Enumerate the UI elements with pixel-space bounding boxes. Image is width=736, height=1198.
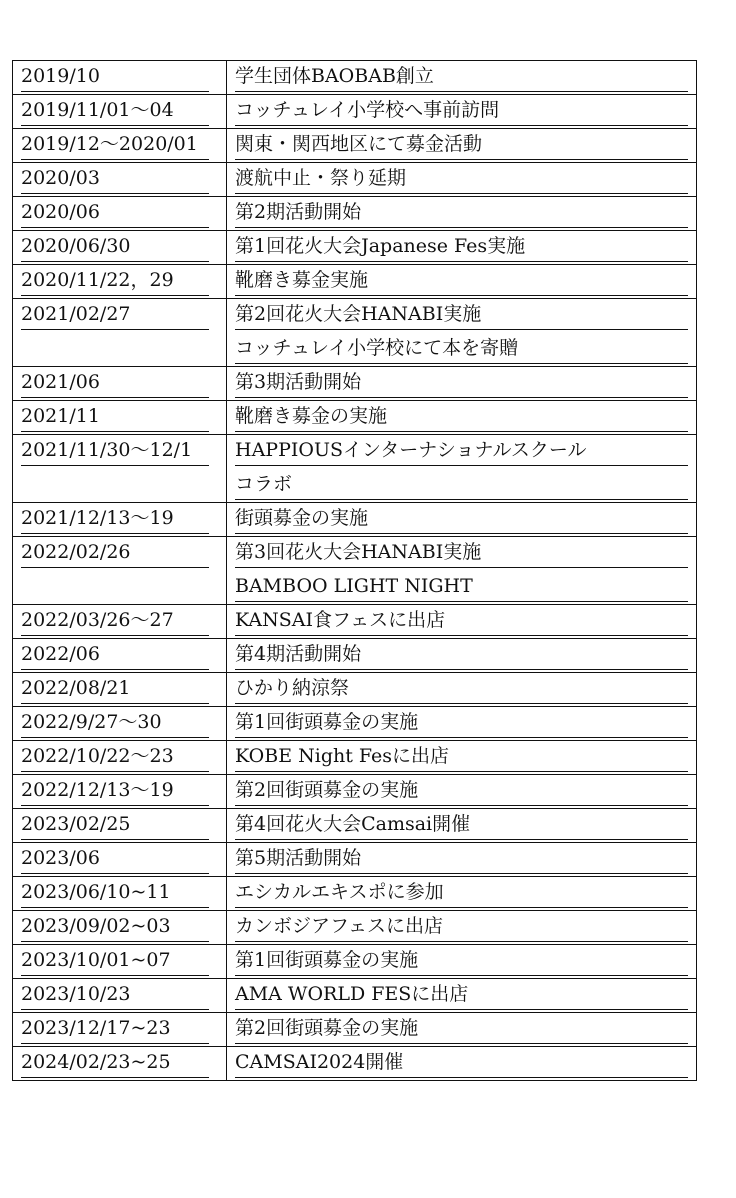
event-cell xyxy=(227,265,697,299)
event-text: 街頭募金の実施 xyxy=(235,503,688,534)
date-text: 2021/02/27 xyxy=(21,299,209,330)
table-row xyxy=(13,401,697,435)
date-cell xyxy=(13,843,227,877)
date-cell xyxy=(13,605,227,639)
date-cell xyxy=(13,775,227,809)
event-text: エシカルエキスポに参加 xyxy=(235,877,688,908)
event-cell xyxy=(227,605,697,639)
date-text: 2022/12/13～19 xyxy=(21,775,209,806)
date-cell xyxy=(13,707,227,741)
event-text: AMA WORLD FESに出店 xyxy=(235,979,688,1010)
event-text: コラボ xyxy=(235,469,688,500)
event-cell xyxy=(227,231,697,265)
event-text: コッチュレイ小学校へ事前訪問 xyxy=(235,95,688,126)
table-row xyxy=(13,231,697,265)
table-row xyxy=(13,61,697,95)
date-text: 2020/06/30 xyxy=(21,231,209,262)
table-row xyxy=(13,537,697,605)
table-row xyxy=(13,911,697,945)
table-row xyxy=(13,1013,697,1047)
date-cell xyxy=(13,911,227,945)
table-row xyxy=(13,741,697,775)
date-cell xyxy=(13,503,227,537)
date-cell xyxy=(13,537,227,605)
event-text: KOBE Night Fesに出店 xyxy=(235,741,688,772)
event-text: カンボジアフェスに出店 xyxy=(235,911,688,942)
date-text: 2023/02/25 xyxy=(21,809,209,840)
event-text: BAMBOO LIGHT NIGHT xyxy=(235,571,688,602)
table-row xyxy=(13,809,697,843)
table-row xyxy=(13,673,697,707)
event-text: 第5期活動開始 xyxy=(235,843,688,874)
event-cell xyxy=(227,129,697,163)
date-cell xyxy=(13,877,227,911)
date-text: 2023/10/01~07 xyxy=(21,945,209,976)
date-text: 2022/06 xyxy=(21,639,209,670)
event-cell xyxy=(227,367,697,401)
date-cell xyxy=(13,945,227,979)
date-cell xyxy=(13,979,227,1013)
event-text: 第1回街頭募金の実施 xyxy=(235,707,688,738)
event-text: 学生団体BAOBAB創立 xyxy=(235,61,688,92)
date-text: 2022/02/26 xyxy=(21,537,209,568)
event-text: 靴磨き募金の実施 xyxy=(235,401,688,432)
date-cell xyxy=(13,1047,227,1081)
table-row xyxy=(13,197,697,231)
date-text: 2021/12/13～19 xyxy=(21,503,209,534)
table-row xyxy=(13,367,697,401)
date-text: 2020/06 xyxy=(21,197,209,228)
date-text: 2021/11/30～12/1 xyxy=(21,435,209,466)
timeline-table xyxy=(12,60,697,1081)
date-text: 2019/11/01～04 xyxy=(21,95,209,126)
table-row xyxy=(13,163,697,197)
event-cell xyxy=(227,673,697,707)
date-cell xyxy=(13,401,227,435)
date-cell xyxy=(13,639,227,673)
table-row xyxy=(13,299,697,367)
date-cell xyxy=(13,435,227,503)
date-text: 2022/9/27～30 xyxy=(21,707,209,738)
date-cell xyxy=(13,61,227,95)
event-text: 第2期活動開始 xyxy=(235,197,688,228)
date-text: 2022/03/26～27 xyxy=(21,605,209,636)
date-cell xyxy=(13,95,227,129)
date-cell xyxy=(13,265,227,299)
date-cell xyxy=(13,741,227,775)
date-text: 2020/11/22，29 xyxy=(21,265,209,296)
table-row xyxy=(13,945,697,979)
table-row xyxy=(13,503,697,537)
date-cell xyxy=(13,673,227,707)
event-cell xyxy=(227,707,697,741)
event-text: 第3期活動開始 xyxy=(235,367,688,398)
table-row xyxy=(13,95,697,129)
table-row xyxy=(13,979,697,1013)
event-cell xyxy=(227,95,697,129)
timeline-body xyxy=(13,61,697,1081)
event-text: 第3回花火大会HANABI実施 xyxy=(235,537,688,568)
event-text: CAMSAI2024開催 xyxy=(235,1047,688,1078)
event-cell xyxy=(227,163,697,197)
event-cell xyxy=(227,537,697,605)
event-text: 第1回花火大会Japanese Fes実施 xyxy=(235,231,688,262)
event-text: 第1回街頭募金の実施 xyxy=(235,945,688,976)
date-cell xyxy=(13,197,227,231)
event-cell xyxy=(227,945,697,979)
event-text: KANSAI食フェスに出店 xyxy=(235,605,688,636)
date-text: 2021/06 xyxy=(21,367,209,398)
date-text: 2022/08/21 xyxy=(21,673,209,704)
date-text: 2022/10/22～23 xyxy=(21,741,209,772)
table-row xyxy=(13,129,697,163)
date-text: 2023/10/23 xyxy=(21,979,209,1010)
event-cell xyxy=(227,61,697,95)
table-row xyxy=(13,843,697,877)
date-text: 2023/09/02~03 xyxy=(21,911,209,942)
event-text: 関東・関西地区にて募金活動 xyxy=(235,129,688,160)
event-text: 第4期活動開始 xyxy=(235,639,688,670)
event-cell xyxy=(227,741,697,775)
date-cell xyxy=(13,1013,227,1047)
table-row xyxy=(13,605,697,639)
table-row xyxy=(13,265,697,299)
date-cell xyxy=(13,809,227,843)
event-text: 第2回花火大会HANABI実施 xyxy=(235,299,688,330)
event-text: ひかり納涼祭 xyxy=(235,673,688,704)
event-cell xyxy=(227,979,697,1013)
event-cell xyxy=(227,401,697,435)
date-text: 2020/03 xyxy=(21,163,209,194)
event-cell xyxy=(227,197,697,231)
event-text: コッチュレイ小学校にて本を寄贈 xyxy=(235,333,688,364)
event-text: 第4回花火大会Camsai開催 xyxy=(235,809,688,840)
table-row xyxy=(13,877,697,911)
event-cell xyxy=(227,911,697,945)
event-cell xyxy=(227,843,697,877)
event-text: 渡航中止・祭り延期 xyxy=(235,163,688,194)
date-cell xyxy=(13,129,227,163)
event-text: 第2回街頭募金の実施 xyxy=(235,775,688,806)
event-cell xyxy=(227,1047,697,1081)
table-row xyxy=(13,707,697,741)
date-text: 2024/02/23~25 xyxy=(21,1047,209,1078)
date-cell xyxy=(13,163,227,197)
event-text: 第2回街頭募金の実施 xyxy=(235,1013,688,1044)
event-cell xyxy=(227,503,697,537)
date-text: 2019/10 xyxy=(21,61,209,92)
table-row xyxy=(13,435,697,503)
date-cell xyxy=(13,299,227,367)
event-cell xyxy=(227,299,697,367)
event-cell xyxy=(227,1013,697,1047)
event-cell xyxy=(227,775,697,809)
table-row xyxy=(13,775,697,809)
date-cell xyxy=(13,367,227,401)
table-row xyxy=(13,1047,697,1081)
event-cell xyxy=(227,639,697,673)
event-cell xyxy=(227,809,697,843)
date-text: 2021/11 xyxy=(21,401,209,432)
date-cell xyxy=(13,231,227,265)
table-row xyxy=(13,639,697,673)
date-text: 2023/06/10~11 xyxy=(21,877,209,908)
event-text: 靴磨き募金実施 xyxy=(235,265,688,296)
event-text: HAPPIOUSインターナショナルスクール xyxy=(235,435,688,466)
event-cell xyxy=(227,877,697,911)
date-text: 2023/12/17~23 xyxy=(21,1013,209,1044)
date-text: 2023/06 xyxy=(21,843,209,874)
event-cell xyxy=(227,435,697,503)
date-text: 2019/12～2020/01 xyxy=(21,129,209,160)
